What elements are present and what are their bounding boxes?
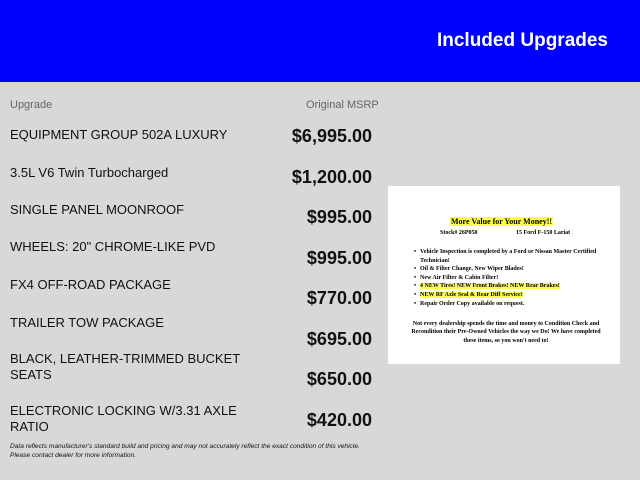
flyer-list-item [414, 265, 614, 274]
upgrade-name: FX4 OFF-ROAD PACKAGE [10, 277, 171, 292]
upgrade-price: $995.00 [306, 207, 372, 227]
upgrade-name: TRAILER TOW PACKAGE [10, 315, 164, 330]
page-title: Included Upgrades [436, 30, 608, 51]
bullet-icon: • [414, 266, 417, 273]
bullet-icon: • [414, 283, 417, 290]
upgrade-name: ELECTRONIC LOCKING W/3.31 AXLE RATIO [10, 403, 237, 434]
flyer-item-text: 4 NEW Tires! NEW Front Brakes! NEW Rear Brakes! [420, 283, 560, 290]
upgrade-name: 3.5L V6 Twin Turbocharged [10, 165, 169, 180]
flyer-service-list [414, 248, 614, 308]
flyer-title: More Value for Your Money!! [451, 217, 553, 226]
flyer-stock-number: Stock# 26P050 [440, 230, 478, 236]
flyer-item-text: Oil & Filter Change, New Wiper Blades! [420, 266, 524, 273]
upgrade-price: $6,995.00 [291, 126, 372, 146]
flyer-item-text: New Air Filter & Cabin Filter! [420, 274, 499, 281]
value-flyer-image [388, 186, 620, 364]
flyer-vehicle-model: 15 Ford F-150 Lariat [516, 230, 571, 236]
flyer-list-item [414, 282, 614, 291]
flyer-note: Not every dealership spends the time and money to Condition Check and Recondition their Pre-Owned Vehicles the way we Do! We have completed these items, so you won't need to! [411, 321, 601, 344]
flyer-item-text: Vehicle Inspection is completed by a Ford or Nissan Master Certified Technician! [420, 249, 597, 264]
bullet-icon: • [414, 274, 417, 281]
upgrade-price: $695.00 [306, 329, 372, 349]
bullet-icon: • [414, 300, 417, 307]
flyer-list-item [414, 274, 614, 283]
header-banner [0, 0, 640, 82]
column-header-msrp: Original MSRP [306, 99, 379, 111]
upgrade-price: $420.00 [306, 410, 372, 430]
upgrade-price: $650.00 [306, 369, 372, 389]
flyer-item-text: Repair Order Copy available on request. [420, 300, 525, 307]
upgrade-name: WHEELS: 20" CHROME-LIKE PVD [10, 239, 216, 254]
upgrade-price: $770.00 [306, 288, 372, 308]
disclaimer-text: Data reflects manufacturer's standard build and pricing and may not accurately reflect the exact condition of this vehicle. Please contact dealer for more information. [10, 443, 360, 459]
upgrade-name: SINGLE PANEL MOONROOF [10, 202, 185, 217]
flyer-item-text: NEW RF Axle Seal & Rear Diff Service! [420, 291, 523, 298]
upgrade-name: EQUIPMENT GROUP 502A LUXURY [10, 127, 228, 142]
flyer-list-item [414, 300, 614, 309]
bullet-icon: • [414, 291, 417, 298]
upgrade-name: BLACK, LEATHER-TRIMMED BUCKET SEATS [10, 351, 240, 382]
flyer-list-item [414, 291, 614, 300]
bullet-icon: • [414, 249, 417, 255]
upgrade-price: $995.00 [306, 248, 372, 268]
flyer-list-item [414, 248, 614, 265]
upgrade-price: $1,200.00 [291, 167, 372, 187]
column-header-upgrade: Upgrade [10, 99, 53, 111]
